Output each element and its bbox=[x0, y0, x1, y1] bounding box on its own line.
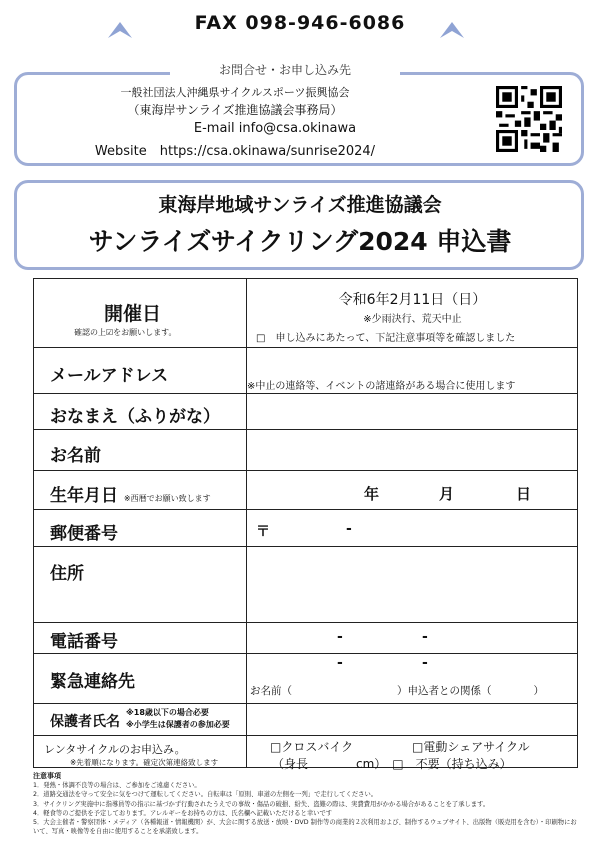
row-divider bbox=[34, 546, 577, 547]
event-date: 令和6年2月11日（日） bbox=[338, 292, 487, 308]
contact-email[interactable]: E-mail info@csa.okinawa bbox=[193, 121, 357, 136]
notes-title: 注意事項 bbox=[33, 772, 61, 780]
row-divider bbox=[34, 622, 577, 623]
fax-number: FAX 098-946-6086 bbox=[194, 12, 406, 34]
notes-section bbox=[33, 772, 578, 836]
phone-dash-2: - bbox=[422, 629, 428, 645]
address-label: 住所 bbox=[50, 564, 84, 584]
guardian-note-child: ※小学生は保護者の参加必要 bbox=[126, 720, 230, 729]
application-form bbox=[33, 278, 578, 771]
furigana-label: おなまえ（ふりがな） bbox=[50, 407, 220, 427]
guardian-label: 保護者氏名 bbox=[50, 714, 120, 730]
rental-note: ※先着順になります。確定次第連絡致します bbox=[70, 758, 219, 767]
note-item: 1．発熱・体調不良等の場合は、ご参加をご遠慮ください。 bbox=[33, 782, 201, 790]
row-divider bbox=[34, 393, 577, 394]
row-divider bbox=[34, 703, 577, 704]
rain-note: ※少雨決行、荒天中止 bbox=[363, 314, 462, 325]
row-divider bbox=[34, 470, 577, 471]
contact-website[interactable]: Website https://csa.okinawa/sunrise2024/ bbox=[94, 144, 376, 159]
organizer-title: 東海岸地域サンライズ推進協議会 bbox=[158, 194, 442, 216]
row-divider bbox=[34, 347, 577, 348]
date-label: 開催日 bbox=[104, 303, 162, 325]
name-field[interactable] bbox=[254, 434, 569, 466]
row-divider bbox=[34, 429, 577, 430]
date-note: 確認の上☑をお願いします。 bbox=[74, 328, 177, 337]
row-divider bbox=[34, 653, 577, 654]
furigana-field[interactable] bbox=[254, 397, 569, 425]
confirm-checkbox[interactable]: □ 申し込みにあたって、下記注意事項等を確認しました bbox=[256, 333, 516, 344]
contact-office: （東海岸サンライズ推進協議会事務局） bbox=[127, 103, 343, 117]
contact-org: 一般社団法人沖縄県サイクルスポーツ振興協会 bbox=[120, 86, 350, 99]
guardian-field[interactable] bbox=[254, 708, 569, 732]
birth-year-unit: 年 bbox=[364, 485, 380, 503]
rental-crossbike-checkbox[interactable]: □クロスバイク bbox=[270, 740, 354, 754]
name-label: お名前 bbox=[50, 446, 101, 466]
column-divider bbox=[246, 279, 247, 767]
emergency-label: 緊急連絡先 bbox=[50, 672, 135, 692]
row-divider bbox=[34, 735, 577, 736]
birth-month-unit: 月 bbox=[439, 485, 455, 503]
phone-label: 電話番号 bbox=[50, 632, 118, 652]
form-title: サンライズサイクリング2024 申込書 bbox=[88, 227, 512, 256]
emergency-dash-1: - bbox=[337, 655, 343, 671]
row-divider bbox=[34, 509, 577, 510]
phone-dash-1: - bbox=[337, 629, 343, 645]
rental-ebike-checkbox[interactable]: □電動シェアサイクル bbox=[412, 740, 530, 754]
guardian-note-age: ※18歳以下の場合必要 bbox=[126, 708, 209, 717]
postal-dash: - bbox=[346, 521, 352, 537]
birthdate-label-text: 生年月日 bbox=[50, 486, 118, 506]
email-note: ※中止の連絡等、イベントの諸連絡がある場合に使用します bbox=[247, 381, 516, 392]
email-label: メールアドレス bbox=[50, 366, 169, 386]
birthdate-label bbox=[50, 481, 211, 506]
birth-day-unit: 日 bbox=[516, 485, 532, 503]
rental-label: レンタサイクルのお申込み。 bbox=[44, 743, 186, 756]
emergency-dash-2: - bbox=[422, 655, 428, 671]
emergency-contact-name[interactable]: お名前（ ）申込者との関係（ ） bbox=[250, 685, 544, 697]
address-field[interactable] bbox=[254, 551, 569, 617]
qr-code-icon[interactable] bbox=[496, 86, 562, 152]
contact-title: お問合せ・お申し込み先 bbox=[170, 61, 400, 78]
rental-height-and-none[interactable]: （身長 cm） □ 不要（持ち込み） bbox=[272, 757, 512, 771]
note-item: 2．道路交通法を守って安全に気をつけて運転してください。自転車は「原則、車道の左側を一列」で走行してください。 bbox=[33, 791, 378, 799]
note-item: 4．軽食等のご提供を予定しております。アレルギーをお持ちの方は、氏名欄へ記載いただけると幸いです bbox=[33, 809, 333, 817]
postal-mark: 〒 bbox=[256, 524, 270, 540]
birthdate-note: ※西暦でお願い致します bbox=[123, 494, 211, 503]
email-field[interactable] bbox=[254, 351, 569, 375]
note-item: 3．サイクリング実施中に指導員等の指示に基づかず行動されたうえでの事故・傷品の破損、紛失、盗難の際は、実費費用がかかる場合があることを了承します。 bbox=[33, 800, 490, 808]
postal-label: 郵便番号 bbox=[50, 524, 118, 544]
note-item: 5．大会主催者・警察団体・メディア（各種報道・情報機関）が、大会に関する放送・放映・DVD 制作等の商業的２次利用および、制作するウェブサイト、出版物（販売用を含む）・印刷物において、写真・映像等を自由に使用することを承諾致します。 bbox=[33, 819, 577, 836]
